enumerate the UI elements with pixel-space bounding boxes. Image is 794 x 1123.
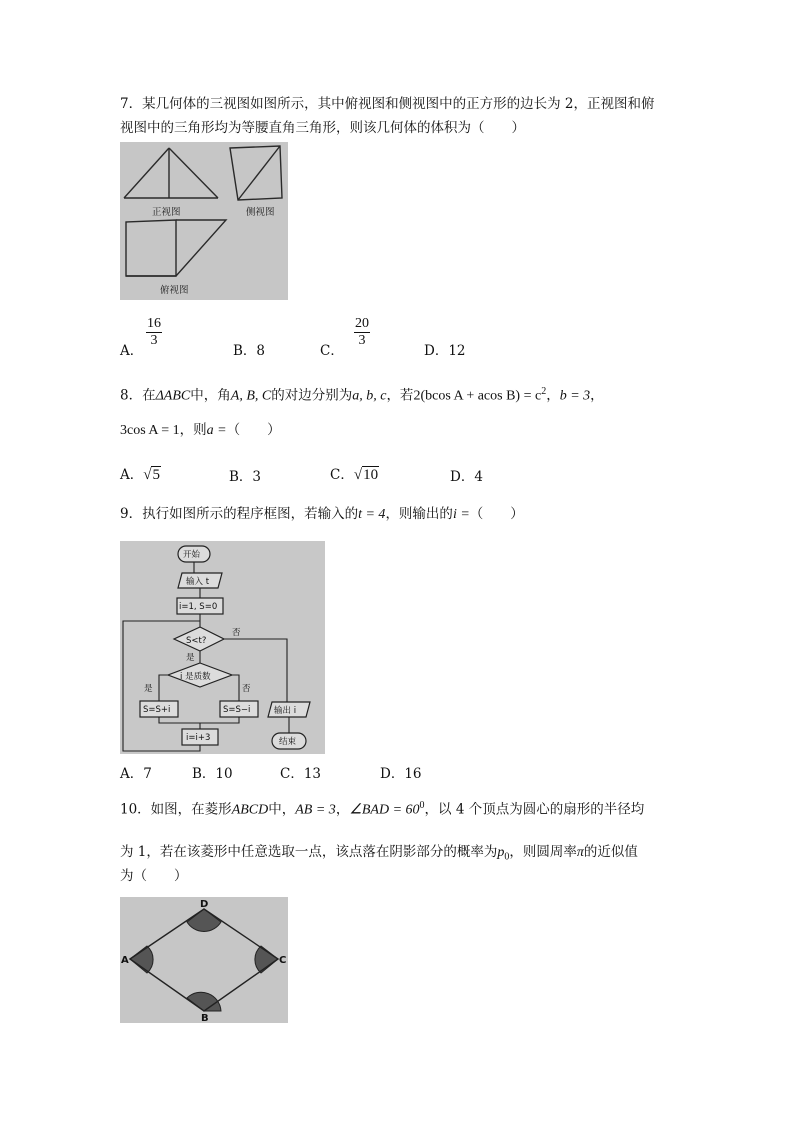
flow-no2-text: 否 [242,684,251,694]
flow-yes2-text: 是 [144,684,153,694]
q7-stem-line2: 视图中的三角形均为等腰直角三角形，则该几何体的体积为（ ） [120,120,525,136]
q9-stem: 9．执行如图所示的程序框图，若输入的t = 4，则输出的i =（ ） [120,506,524,522]
flow-yes1-text: 是 [186,653,195,663]
q7-label-side: 侧视图 [246,207,275,218]
q7-stem-line1: 7．某几何体的三视图如图所示，其中俯视图和侧视图中的正方形的边长为 2，正视图和俯 [120,96,655,112]
q9-flowchart [120,541,325,754]
q8-option-a: A．√5 [120,467,160,483]
q10-stem-line3: 为（ ） [120,868,188,884]
flow-no1-text: 否 [232,628,241,638]
flow-output-text: 输出 i [274,706,297,716]
q8-stem-line1: 8．在ΔABC中，角A, B, C的对边分别为a, b, c，若2(bcos A + acos $B) = c^2$，b = 3， [120,386,604,404]
flow-start-text: 开始 [183,550,201,560]
q7-option-d: D．12 [424,343,466,359]
flow-end-text: 结束 [279,737,297,747]
q7-option-c-fraction: $\frac{20}{3}$ [355,316,369,348]
flow-sub-text: S=S−i [223,705,251,715]
q10-stem-line2: 为 1，若在该菱形中任意选取一点，该点落在阴影部分的概率为$p_0$，则圆周率π的近似值 [120,844,638,863]
q9-option-a: A．7 [120,766,152,782]
flow-init-text: i=1, S=0 [179,602,218,612]
q7-three-view-figure [120,142,288,300]
flow-input-text: 输入 t [186,577,210,587]
q9-option-b: B．10 [192,766,233,782]
flow-inc-text: i=i+3 [186,733,211,743]
q7-option-b: B．8 [233,343,266,359]
flow-cond1-text: S<t? [186,636,207,646]
q9-option-d: D．16 [380,766,422,782]
q9-option-c: C．13 [280,766,322,782]
q7-label-front: 正视图 [152,207,181,218]
flow-cond2-text: i 是质数 [180,672,211,682]
q10-label-b: B [201,1013,209,1023]
q8-stem-line2: 3cos A = 1，则a =（ ） [120,422,281,438]
q10-label-d: D [200,899,209,910]
q10-label-a: A [121,955,129,966]
q8-option-d: D．4 [450,469,483,485]
q10-rhombus-figure [120,897,288,1023]
q7-label-top: 俯视图 [160,285,189,296]
q7-option-a-fraction: $\frac{16}{3}$ [147,316,161,348]
q10-stem-line1: 10．如图，在菱形ABCD中，AB = 3，∠BAD = $60^0$，以 4 个顶点为圆心的扇形的半径均 [120,800,645,818]
q8-option-b: B．3 [229,469,262,485]
q7-option-a-label: A． [120,343,144,359]
q8-option-c: C．√10 [330,467,379,483]
q10-label-c: C [279,955,287,966]
flow-add-text: S=S+i [143,705,171,715]
